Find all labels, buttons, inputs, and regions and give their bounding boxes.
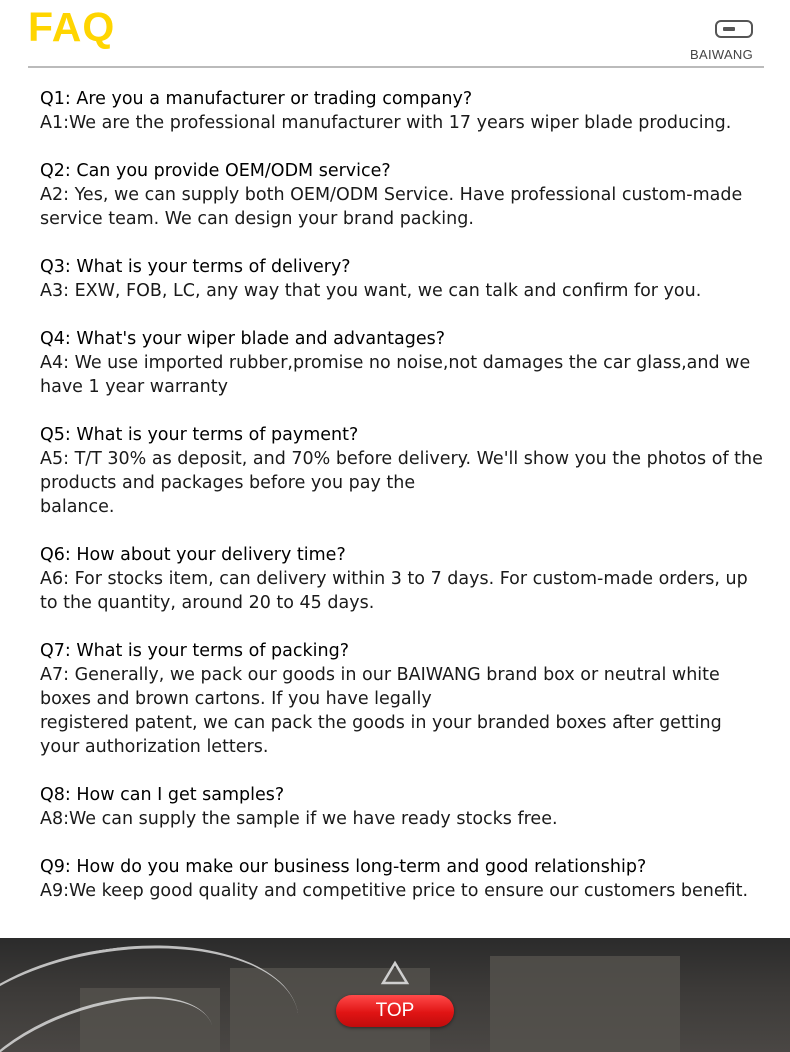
faq-item [40,543,770,615]
faq-list [40,87,770,927]
faq-item [40,327,770,399]
faq-item [40,783,770,831]
faq-answer: A2: Yes, we can supply both OEM/ODM Service. Have professional custom-made service team. We can design your brand packing. [40,185,743,229]
faq-item [40,87,770,135]
background-building [490,956,680,1052]
faq-item [40,255,770,303]
faq-question: Q6: How about your delivery time? [40,545,346,565]
faq-item [40,639,770,759]
faq-question: Q7: What is your terms of packing? [40,641,349,661]
footer-banner [0,938,790,1052]
faq-question: Q4: What's your wiper blade and advantages? [40,329,446,349]
faq-answer: A5: T/T 30% as deposit, and 70% before delivery. We'll show you the photos of the products and packages before you pay the balance. [40,449,763,517]
brand-logo [688,20,758,64]
faq-item [40,423,770,519]
arrow-up-icon[interactable] [380,960,410,986]
faq-answer: A7: Generally, we pack our goods in our BAIWANG brand box or neutral white boxes and brown cartons. If you have legally registered patent, we can pack the goods in your branded boxes after getting your authorization letters. [40,665,722,757]
faq-question: Q1: Are you a manufacturer or trading company? [40,89,473,109]
faq-question: Q3: What is your terms of delivery? [40,257,351,277]
faq-answer: A8:We can supply the sample if we have ready stocks free. [40,809,558,829]
page-title: FAQ [28,4,116,50]
faq-question: Q5: What is your terms of payment? [40,425,359,445]
brand-name: BAIWANG [690,47,754,62]
header-divider [28,66,764,68]
faq-answer: A4: We use imported rubber,promise no noise,not damages the car glass,and we have 1 year warranty [40,353,751,397]
faq-answer: A1:We are the professional manufacturer with 17 years wiper blade producing. [40,113,732,133]
faq-answer: A6: For stocks item, can delivery within 3 to 7 days. For custom-made orders, up to the quantity, around 20 to 45 days. [40,569,748,613]
faq-item [40,855,770,903]
faq-question: Q9: How do you make our business long-term and good relationship? [40,857,647,877]
faq-answer: A3: EXW, FOB, LC, any way that you want, we can talk and confirm for you. [40,281,702,301]
page-header [0,0,790,70]
faq-answer: A9:We keep good quality and competitive price to ensure our customers benefit. [40,881,749,901]
back-to-top-button[interactable]: TOP [336,995,454,1027]
faq-question: Q8: How can I get samples? [40,785,285,805]
logo-icon [715,20,753,38]
faq-question: Q2: Can you provide OEM/ODM service? [40,161,391,181]
faq-item [40,159,770,231]
